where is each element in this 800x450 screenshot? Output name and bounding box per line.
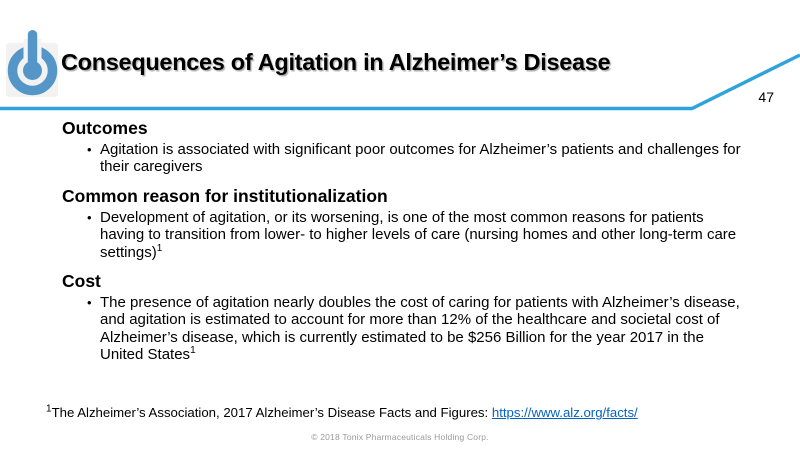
- bullet-text: The presence of agitation nearly doubles the cost of caring for patients with Alzheimer’s disease, and agitation is estimated to account for more than 12% of the healthcare and societal cost of Alzheimer’s disease, which is currently estimated to be $256 Billion for the year 2017 in the United States: [100, 294, 740, 364]
- section-institutionalization: [62, 185, 752, 261]
- bullet-list: [62, 294, 752, 364]
- bullet-superscript: 1: [190, 345, 196, 357]
- footnote-link[interactable]: https://www.alz.org/facts/: [491, 405, 638, 420]
- bullet-list: [62, 141, 752, 176]
- bullet-list: [62, 209, 752, 261]
- footnote-superscript: 1: [46, 403, 52, 415]
- bullet-item: [100, 141, 745, 176]
- bullet-superscript: 1: [156, 242, 163, 254]
- bullet-text: Development of agitation, or its worsening, is one of the most common reasons for patients having to transition from lower- to higher levels of care (nursing homes and other long-term care settings): [100, 208, 737, 261]
- section-cost: [62, 270, 752, 364]
- bullet-item: [100, 294, 745, 364]
- slide-title: Consequences of Agitation in Alzheimer’s Disease: [61, 49, 611, 75]
- page-number: 47: [758, 89, 774, 105]
- slide-body: [62, 117, 752, 364]
- bullet-text: Agitation is associated with significant poor outcomes for Alzheimer’s patients and challenges for their caregivers: [100, 141, 741, 176]
- section-heading: Outcomes: [62, 118, 148, 138]
- section-outcomes: [62, 117, 752, 176]
- bullet-item: [100, 209, 745, 261]
- footnote-text: The Alzheimer’s Association, 2017 Alzheimer’s Disease Facts and Figures:: [51, 405, 492, 420]
- power-button-icon: [5, 27, 59, 99]
- section-heading: Cost: [62, 271, 101, 292]
- section-heading: Common reason for institutionalization: [62, 185, 388, 206]
- copyright-footer: © 2018 Tonix Pharmaceuticals Holding Corp.: [311, 432, 489, 442]
- footnote: [46, 405, 638, 420]
